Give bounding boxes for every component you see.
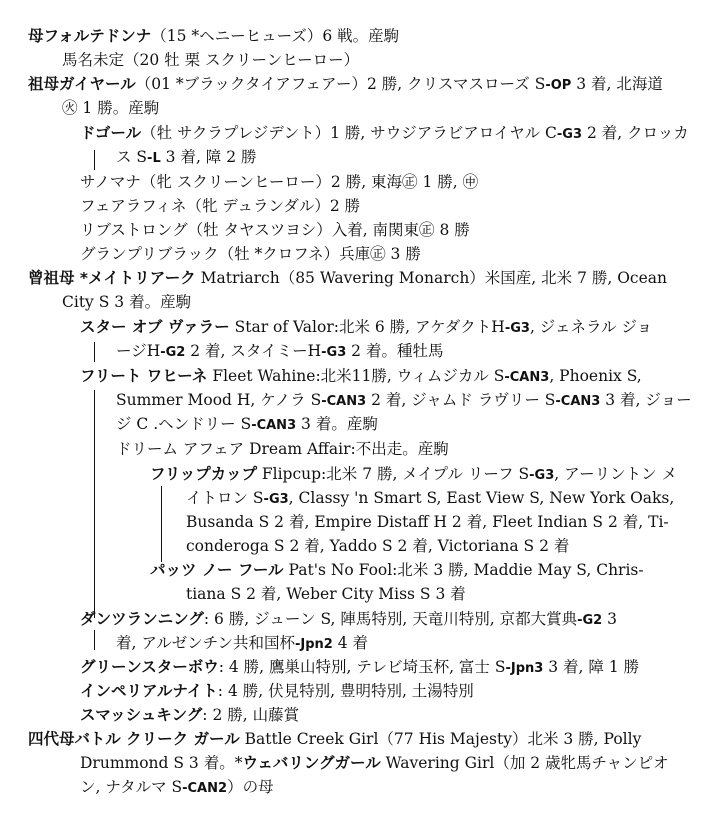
star-info-4: 2 着, スタイミーH [185, 342, 322, 360]
child-info: グランプリブラック（牡 *クロフネ）兵庫㊣ 3 勝 [80, 245, 421, 263]
flipcup-info-4: , Classy 'n Smart S, East View S, New York Oaks, [288, 489, 675, 507]
grandmother-prefix: 祖母 [28, 75, 60, 93]
star-name: スター オブ ヴァラー [80, 318, 230, 336]
green-info: : 4 勝, 鷹巣山特別, テレビ埼玉杯, 富士 S [218, 658, 506, 676]
child-line-fairafine [80, 194, 360, 218]
patsy-name: パッツ ノー フール [150, 561, 284, 579]
smash-info: : 2 勝, 山藤賞 [202, 706, 300, 724]
star-info-2: , ジェネラル ジョ [529, 318, 653, 336]
fleet-info-5: 3 着, ジョー [600, 391, 692, 409]
ggg-info-5: ）の母 [227, 778, 274, 796]
fleet-line [80, 364, 642, 390]
grade-badge: -G3 [321, 345, 347, 360]
sibling-line [62, 48, 359, 72]
dance-info: : 6 勝, ジューン S, 陣馬特別, 天竜川特別, 京都大賞典 [203, 610, 578, 628]
ggg-line-3 [80, 775, 274, 801]
child-line-livestrong [80, 218, 470, 242]
dance-info-3: 着, アルゼンチン共和国杯 [116, 634, 295, 652]
imperial-info: : 4 勝, 伏見特別, 豊明特別, 土湯特別 [217, 682, 474, 700]
great-grandmother-name: メイトリアーク [88, 269, 196, 287]
star-info-3: ージH [116, 342, 161, 360]
star-info-5: 2 着。種牡馬 [346, 342, 444, 360]
flipcup-info: Flipcup:北米 7 勝, メイプル リーフ S [256, 465, 530, 483]
flipcup-info-5: Busanda S 2 着, Empire Distaff H 2 着, Fleet Indian S 2 着, Ti- [186, 513, 669, 531]
child-line-grandprix [80, 242, 421, 266]
green-name: グリーンスターボウ [80, 658, 219, 676]
ggg-name: バトル クリーク ガール [74, 730, 240, 748]
tree-line-dance [94, 630, 95, 650]
fleet-info-7: 3 着。産駒 [296, 415, 378, 433]
grandmother-name: ガイヤール [59, 75, 136, 93]
ggg-line-2 [80, 751, 669, 775]
tree-line-dgoal [94, 150, 95, 170]
great-grandmother-info-2: City S 3 着。産駒 [62, 293, 192, 311]
star-info: Star of Valor:北米 6 勝, アケダクトH [229, 318, 505, 336]
flipcup-line [150, 462, 677, 488]
dance-line [80, 607, 617, 633]
fleet-line-3 [116, 412, 378, 438]
dgoal-line-2 [116, 145, 257, 171]
tree-line-fleet [94, 390, 95, 618]
great-grandmother-prefix: 曾祖母 * [28, 269, 89, 287]
dgoal-name: ドゴール [80, 124, 142, 142]
dance-info-4: 4 着 [332, 634, 369, 652]
grade-badge: -CAN3 [504, 370, 550, 385]
grandmother-line [28, 72, 663, 98]
dgoal-info: （牡 サクラプレジデント）1 勝, サウジアラビアロイヤル C [141, 124, 557, 142]
dgoal-line [80, 121, 689, 147]
grandmother-info-3: ㊋ 1 勝。産駒 [62, 99, 160, 117]
star-line-2 [116, 339, 443, 365]
dgoal-info-3: ス S [116, 148, 148, 166]
tree-line-flipcup [161, 486, 162, 562]
smash-line [80, 703, 299, 727]
child-info: フェアラフィネ（牝 デュランダル）2 勝 [80, 197, 361, 215]
dance-line-2 [116, 631, 368, 657]
ggg-info: Battle Creek Girl（77 His Majesty）北米 3 勝, Polly [239, 730, 642, 748]
imperial-line [80, 679, 474, 703]
grade-badge: -CAN3 [321, 394, 367, 409]
grade-badge: -G3 [263, 492, 289, 507]
dream-info: ドリーム アフェア Dream Affair:不出走。産駒 [116, 440, 449, 458]
ggg-info-2: Drummond S 3 着。* [80, 754, 243, 772]
flipcup-info-6: conderoga S 2 着, Yaddo S 2 着, Victoriana S 2 着 [186, 537, 570, 555]
mother-info: （15 *ヘニーヒューズ）6 戦。産駒 [151, 27, 400, 45]
flipcup-info-3: イトロン S [186, 489, 264, 507]
smash-name: スマッシュキング [80, 706, 203, 724]
grade-badge: -CAN3 [251, 418, 297, 433]
grade-badge: -CAN3 [555, 394, 601, 409]
mother-prefix: 母 [28, 27, 44, 45]
child-line-sanomana [80, 170, 478, 194]
great-grandmother-line [28, 266, 667, 290]
grade-badge: -G2 [160, 345, 186, 360]
fleet-info: Fleet Wahine:北米11勝, ウィムジカル S [207, 367, 505, 385]
grade-badge: -G3 [529, 468, 555, 483]
patsy-info: Pat's No Fool:北米 3 勝, Maddie May S, Chris- [283, 561, 644, 579]
mother-name: フォルテドンナ [43, 27, 152, 45]
child-info: リブストロング（牡 タヤスツヨシ）入着, 南関東㊣ 8 勝 [80, 221, 470, 239]
wavering-girl-name: ウェバリングガール [242, 754, 381, 772]
great-grandmother-info: Matriarch（85 Wavering Monarch）米国産, 北米 7 勝, Ocean [195, 269, 668, 287]
dgoal-info-2: 2 着, クロッカ [582, 124, 689, 142]
tree-line-star [94, 342, 95, 362]
fleet-info-2: , Phoenix S, [549, 367, 642, 385]
great-grandmother-line-2 [62, 290, 191, 314]
fleet-info-6: ジ C .ヘンドリー S [116, 415, 252, 433]
imperial-name: インペリアルナイト [80, 682, 218, 700]
grade-badge: -Jpn2 [294, 637, 333, 652]
flipcup-info-2: , アーリントン メ [554, 465, 678, 483]
child-info: サノマナ（牝 スクリーンヒーロー）2 勝, 東海㊣ 1 勝, ㊥ [80, 173, 479, 191]
green-info-2: 3 着, 障 1 勝 [543, 658, 640, 676]
fleet-info-3: Summer Mood H, ケノラ S [116, 391, 322, 409]
dgoal-info-4: 3 着, 障 2 勝 [160, 148, 257, 166]
green-line [80, 655, 639, 681]
patsy-line-2 [186, 582, 466, 606]
grandmother-info-2: 3 着, 北海道 [571, 75, 663, 93]
flipcup-name: フリップカップ [150, 465, 257, 483]
grade-badge: -L [147, 151, 161, 166]
dream-line [116, 437, 449, 461]
ggg-info-3: Wavering Girl（加 2 歳牝馬チャンピオ [380, 754, 669, 772]
flipcup-line-3 [186, 510, 669, 534]
grade-badge: -G3 [504, 321, 530, 336]
fleet-name: フリート ワヒーネ [80, 367, 208, 385]
grandmother-info: （01 *ブラックタイアフェアー）2 勝, クリスマスローズ S [135, 75, 546, 93]
dance-name: ダンツランニング [80, 610, 204, 628]
dance-info-2: 3 [602, 610, 618, 628]
grandmother-line-2 [62, 96, 159, 120]
mother-line [28, 24, 399, 48]
grade-badge: -Jpn3 [505, 661, 544, 676]
grade-badge: -OP [545, 78, 572, 93]
grade-badge: -G2 [577, 613, 603, 628]
ggg-line [28, 727, 641, 751]
sibling-info: 馬名未定（20 牡 栗 スクリーンヒーロー） [62, 51, 360, 69]
flipcup-line-2 [186, 486, 674, 512]
patsy-line [150, 558, 644, 582]
fleet-info-4: 2 着, ジャムド ラヴリー S [366, 391, 556, 409]
ggg-prefix: 四代母 [28, 730, 75, 748]
patsy-info-2: tiana S 2 着, Weber City Miss S 3 着 [186, 585, 466, 603]
grade-badge: -CAN2 [182, 781, 228, 796]
star-line [80, 315, 652, 341]
fleet-line-2 [116, 388, 692, 414]
ggg-info-4: ン, ナタルマ S [80, 778, 183, 796]
flipcup-line-4 [186, 534, 569, 558]
grade-badge: -G3 [556, 127, 583, 142]
